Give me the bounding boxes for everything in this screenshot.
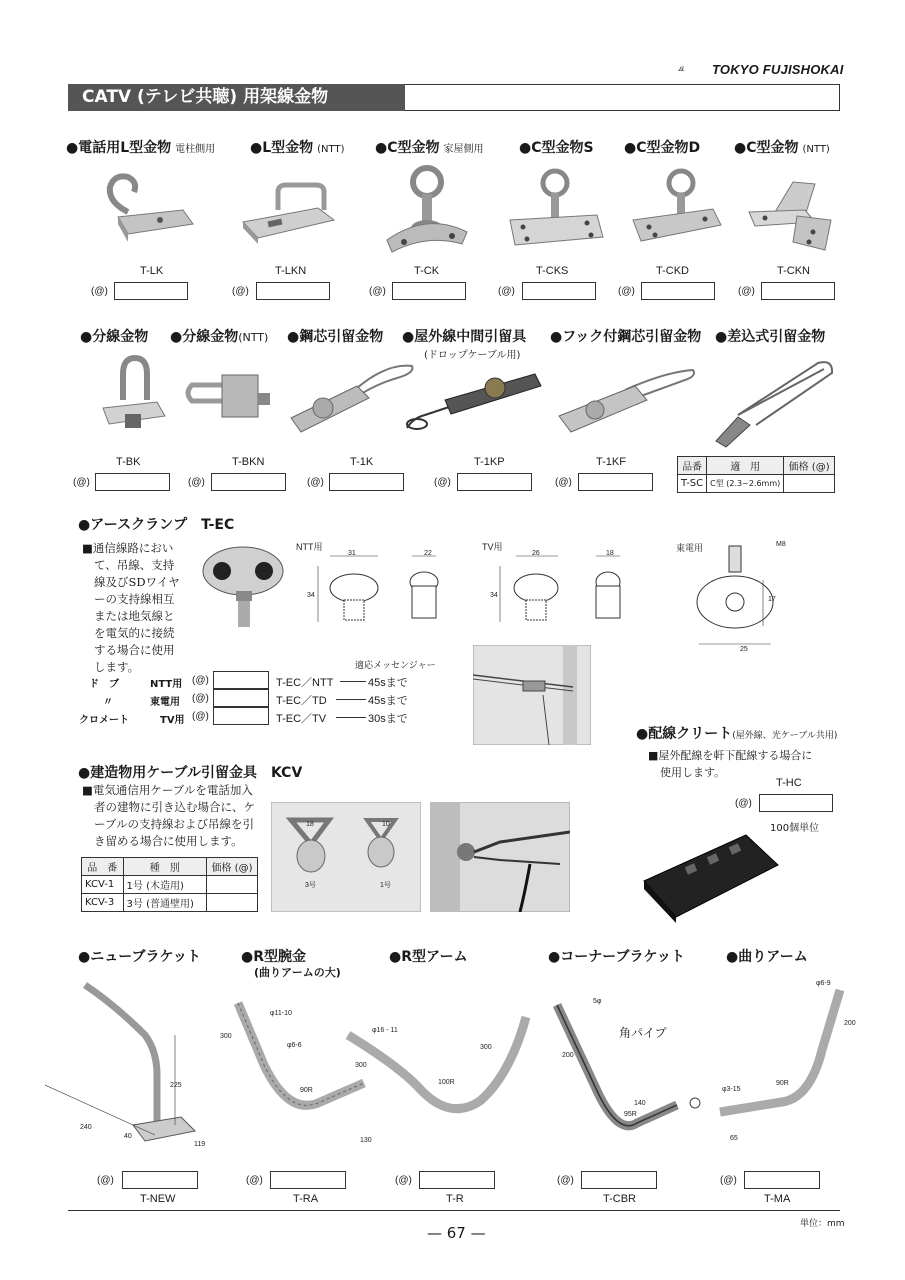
- dimension-label: 17: [768, 596, 776, 603]
- product-code: T-CK: [414, 265, 440, 277]
- price-field[interactable]: [213, 707, 269, 725]
- desc-line: ■屋外配線を軒下配線する場合に: [648, 749, 813, 762]
- section-header-t-hc: ●配線クリート(屋外線、光ケーブル共用): [636, 726, 838, 742]
- section-header-t-lkn: ●L型金物 (NTT): [250, 140, 345, 156]
- price-label: (@): [91, 286, 108, 297]
- table-row: [82, 876, 258, 894]
- dimension-label: 240: [80, 1124, 92, 1131]
- ntt-dimension-drawing: [300, 548, 460, 630]
- product-code: T-CKD: [656, 265, 689, 277]
- price-field[interactable]: [457, 473, 532, 491]
- product-drawing-t-r: [340, 1005, 540, 1130]
- t-sc-price-table: [677, 456, 835, 493]
- table-header: 価格 (@): [207, 858, 258, 876]
- dimension-label: 34: [490, 592, 498, 599]
- ntt-drawing-label: NTT用: [296, 542, 323, 552]
- dimension-label: 34: [307, 592, 315, 599]
- photo-label: 1号: [380, 882, 391, 889]
- section-header-t-new: ●ニューブラケット: [78, 949, 201, 965]
- dimension-label: 130: [360, 1137, 372, 1144]
- product-image-t-bk: [95, 352, 170, 437]
- product-image-t-ec: [198, 535, 288, 630]
- desc-line: ーブルの支持線および吊線を引: [94, 817, 254, 831]
- price-field[interactable]: [761, 282, 835, 300]
- dimension-label: 119: [194, 1141, 206, 1148]
- product-drawing-t-cbr: [537, 985, 717, 1150]
- product-code: T-1K: [350, 456, 374, 468]
- table-cell: KCV-3: [82, 894, 124, 912]
- product-code: T-BKN: [232, 456, 265, 468]
- price-label: (@): [192, 711, 209, 722]
- desc-line: 者の建物に引き込む場合に、ケ: [94, 800, 255, 814]
- desc-line: ■通信線路におい: [82, 541, 174, 555]
- dimension-label: 18: [306, 821, 314, 828]
- table-cell: KCV-1: [82, 876, 124, 894]
- table-cell: 3号 (普通壁用): [123, 894, 206, 912]
- product-code: T-MA: [764, 1193, 791, 1205]
- desc-line: を電気的に接続: [94, 626, 175, 640]
- price-label: (@): [434, 477, 451, 488]
- section-header-t-ec: ●アースクランプ T-EC: [78, 517, 235, 533]
- table-cell: 1号 (木造用): [123, 876, 206, 894]
- product-image-t-1k: [287, 358, 417, 438]
- tv-dimension-drawing: [486, 548, 636, 630]
- dimension-label: 225: [170, 1082, 182, 1089]
- section-header-t-ra: ●R型腕金: [241, 949, 306, 965]
- product-image-t-lkn: [238, 180, 338, 250]
- dimension-label: 95R: [624, 1111, 637, 1118]
- table-row: [678, 475, 835, 493]
- section-header-t-sc: ●差込式引留金物: [715, 329, 826, 345]
- company-name: TOKYO FUJISHOKAI: [712, 62, 844, 77]
- product-code: T-LK: [140, 265, 164, 277]
- drop-cable-note: (ドロップケーブル用): [424, 350, 521, 361]
- price-field[interactable]: [578, 473, 653, 491]
- product-code: T-R: [446, 1193, 464, 1205]
- table-header: 品 番: [82, 858, 124, 876]
- table-header: 価格 (@): [784, 457, 835, 475]
- ec-use: NTT用: [150, 679, 183, 690]
- product-image-t-lk: [98, 172, 198, 250]
- section-header-t-cbr: ●コーナーブラケット: [548, 949, 685, 965]
- desc-line: する場合に使用: [94, 643, 175, 657]
- price-label: (@): [557, 1175, 574, 1186]
- earth-clamp-description: [82, 540, 200, 676]
- kaku-pipe-label: 角パイプ: [619, 1026, 667, 1040]
- product-code: T-NEW: [140, 1193, 176, 1205]
- price-label: (@): [232, 286, 249, 297]
- price-field[interactable]: [784, 475, 835, 493]
- product-image-t-ckd: [625, 165, 725, 250]
- section-header-t-1kp: ●屋外線中間引留具: [402, 329, 527, 345]
- desc-line: 線及びSDワイヤ: [94, 575, 180, 589]
- product-drawing-t-new: [45, 975, 215, 1155]
- price-field[interactable]: [392, 282, 466, 300]
- product-code: T-CKN: [777, 265, 810, 277]
- desc-line: て、吊線、支持: [94, 558, 175, 572]
- price-field[interactable]: [759, 794, 833, 812]
- dimension-label: 300: [480, 1044, 492, 1051]
- table-row: [82, 894, 258, 912]
- ec-group: ド ブ: [89, 679, 119, 690]
- product-image-t-1kf: [555, 362, 700, 437]
- dimension-label: φ16 - 11: [372, 1027, 398, 1034]
- section-header-t-1kf: ●フック付鋼芯引留金物: [550, 329, 702, 345]
- ec-spec: 45sまで: [368, 677, 408, 689]
- kcv-price-table: [81, 857, 258, 912]
- product-code: T-HC: [776, 777, 802, 789]
- table-header: 適 用: [707, 457, 784, 475]
- dimension-label: 200: [562, 1052, 574, 1059]
- leader-line: [336, 699, 366, 700]
- leader-line: [340, 681, 366, 682]
- product-code: T-1KP: [474, 456, 505, 468]
- desc-line: ーの支持線相互: [94, 592, 175, 606]
- kcv-installation-photo: [430, 802, 570, 912]
- dimension-label: 300: [220, 1033, 232, 1040]
- unit-label: 単位：mm: [800, 1219, 845, 1229]
- toden-drawing-label: 東電用: [676, 543, 704, 553]
- leader-line: [336, 717, 366, 718]
- price-label: (@): [738, 286, 755, 297]
- dimension-label: 31: [348, 550, 356, 557]
- ec-use: TV用: [160, 715, 185, 726]
- product-image-t-bkn: [182, 365, 277, 435]
- price-field[interactable]: [207, 876, 258, 894]
- dimension-label: φ11-10: [270, 1010, 292, 1017]
- price-label: (@): [73, 477, 90, 488]
- dimension-label: 300: [355, 1062, 367, 1069]
- product-drawing-t-ma: [700, 980, 860, 1140]
- price-field[interactable]: [213, 671, 269, 689]
- section-header-t-ckn: ●C型金物 (NTT): [734, 140, 830, 156]
- price-field[interactable]: [256, 282, 330, 300]
- product-code: T-BK: [116, 456, 141, 468]
- dimension-label: 40: [124, 1133, 132, 1140]
- product-image-t-ckn: [745, 172, 840, 252]
- section-header-t-ckd: ●C型金物D: [624, 140, 701, 156]
- price-label: (@): [720, 1175, 737, 1186]
- tv-drawing-label: TV用: [482, 542, 503, 552]
- ec-group: 〃: [103, 697, 113, 708]
- price-field[interactable]: [211, 473, 286, 491]
- price-label: (@): [246, 1175, 263, 1186]
- messenger-label: 適応メッセンジャー: [355, 661, 436, 671]
- product-code: T-CBR: [603, 1193, 636, 1205]
- price-label: (@): [192, 675, 209, 686]
- product-code: T-LKN: [275, 265, 307, 277]
- section-header-t-1k: ●鋼芯引留金物: [287, 329, 384, 345]
- price-field[interactable]: [122, 1171, 198, 1189]
- product-image-t-hc: [636, 825, 786, 925]
- section-header-t-bk: ●分線金物: [80, 329, 149, 345]
- price-field[interactable]: [213, 689, 269, 707]
- section-header-t-lk: ●電話用L型金物 電柱側用: [66, 140, 216, 156]
- price-field[interactable]: [207, 894, 258, 912]
- page-number: — 67 —: [427, 1224, 486, 1242]
- price-label: (@): [735, 798, 752, 809]
- price-field[interactable]: [419, 1171, 495, 1189]
- kcv-product-photo: [271, 802, 421, 912]
- price-field[interactable]: [270, 1171, 346, 1189]
- price-label: (@): [555, 477, 572, 488]
- footer-rule: [68, 1210, 840, 1211]
- section-header-t-bkn: ●分線金物(NTT): [170, 329, 269, 345]
- table-cell: T-SC: [678, 475, 707, 493]
- product-code: T-1KF: [596, 456, 626, 468]
- page-title: CATV (テレビ共聴) 用架線金物: [68, 84, 405, 111]
- desc-line: ■電気通信用ケーブルを電話加入: [82, 783, 253, 797]
- section-header-t-ck: ●C型金物 家屋側用: [375, 140, 484, 156]
- table-cell: C型 (2.3~2.6mm): [707, 475, 784, 493]
- dimension-label: 90R: [300, 1087, 313, 1094]
- section-header-t-ma: ●曲りアーム: [726, 949, 808, 965]
- price-label: (@): [192, 693, 209, 704]
- product-image-t-sc: [708, 355, 838, 450]
- dimension-label: 18: [606, 550, 614, 557]
- dimension-label: 90R: [776, 1080, 789, 1087]
- price-label: (@): [395, 1175, 412, 1186]
- installation-photo: [473, 645, 591, 745]
- section-header-kcv: ●建造物用ケーブル引留金具 KCV: [78, 765, 303, 781]
- table-header-row: [82, 858, 258, 876]
- dimension-label: 5φ: [593, 998, 602, 1005]
- company-logo-icon: [678, 56, 712, 82]
- section-header-t-cks: ●C型金物S: [519, 140, 594, 156]
- section-header-t-r: ●R型アーム: [389, 949, 468, 965]
- price-label: (@): [498, 286, 515, 297]
- price-label: (@): [188, 477, 205, 488]
- ec-use: 東電用: [150, 697, 180, 708]
- unit-note: 100個単位: [770, 823, 820, 834]
- price-field[interactable]: [95, 473, 170, 491]
- dimension-label: 200: [844, 1020, 856, 1027]
- ec-group: クロメート: [79, 715, 129, 726]
- ec-code: T-EC／NTT: [276, 677, 334, 689]
- table-header-row: [678, 457, 835, 475]
- desc-line: き留める場合に使用します。: [94, 834, 243, 848]
- dimension-label: 140: [634, 1100, 646, 1107]
- price-field[interactable]: [744, 1171, 820, 1189]
- dimension-label: 22: [424, 550, 432, 557]
- product-image-t-ck: [382, 162, 472, 257]
- price-field[interactable]: [581, 1171, 657, 1189]
- dimension-label: 10: [382, 821, 390, 828]
- price-label: (@): [618, 286, 635, 297]
- price-field[interactable]: [114, 282, 188, 300]
- dimension-label: φ6-9: [816, 980, 831, 987]
- cleat-description: [648, 747, 848, 781]
- desc-line: または地気線と: [94, 609, 175, 623]
- ec-code: T-EC／TD: [276, 695, 327, 707]
- dimension-label: M8: [776, 541, 786, 548]
- table-header: 品番: [678, 457, 707, 475]
- price-field[interactable]: [522, 282, 596, 300]
- ec-code: T-EC／TV: [276, 713, 327, 725]
- price-label: (@): [369, 286, 386, 297]
- dimension-label: 25: [740, 646, 748, 653]
- product-code: T-CKS: [536, 265, 569, 277]
- kcv-description: [82, 782, 272, 850]
- ec-spec: 30sまで: [368, 713, 408, 725]
- price-field[interactable]: [641, 282, 715, 300]
- product-image-t-1kp: [405, 360, 545, 435]
- dimension-label: 100R: [438, 1079, 455, 1086]
- dimension-label: φ3-15: [722, 1086, 741, 1093]
- product-code: T-RA: [293, 1193, 319, 1205]
- dimension-label: φ6-6: [287, 1042, 302, 1049]
- table-header: 種 別: [123, 858, 206, 876]
- price-field[interactable]: [329, 473, 404, 491]
- photo-label: 3号: [305, 882, 316, 889]
- ec-spec: 45sまで: [368, 695, 408, 707]
- desc-line: します。: [94, 660, 140, 674]
- price-label: (@): [97, 1175, 114, 1186]
- dimension-label: 26: [532, 550, 540, 557]
- dimension-label: 65: [730, 1135, 738, 1142]
- desc-line: 使用します。: [660, 766, 726, 779]
- price-label: (@): [307, 477, 324, 488]
- product-image-t-cks: [505, 165, 605, 250]
- ra-note: (曲りアームの大): [254, 966, 341, 979]
